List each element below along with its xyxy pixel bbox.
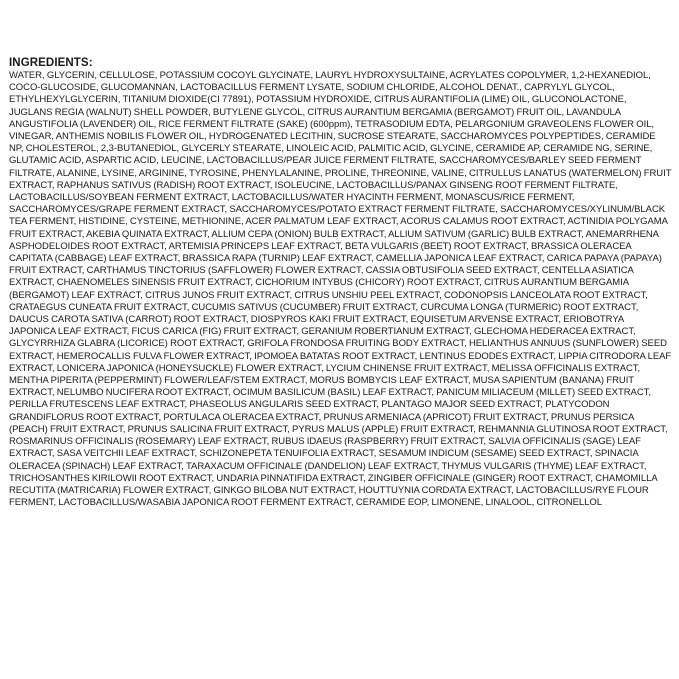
ingredients-panel xyxy=(9,57,672,509)
ingredients-heading: INGREDIENTS: xyxy=(9,57,93,69)
ingredients-list: WATER, GLYCERIN, CELLULOSE, POTASSIUM COCOYL GLYCINATE, LAURYL HYDROXYSULTAINE, ACRYLATES COPOLYMER, 1,2-HEXANEDIOL, COCO-GLUCOSIDE, GLUCOMANNAN, LACTOBACILLUS FERMENT LYSATE, SODIUM CHLORIDE, ALCOHOL DENAT., CAPRYLYL GLYCOL, ETHYLHEXYLGLYCERIN, TITANIUM DIOXIDE(CI 77891), POTASSIUM HYDROXIDE, CITRUS AURANTIFOLIA (LIME) OIL, GLUCONOLACTONE, JUGLANS REGIA (WALNUT) SHELL POWDER, BUTYLENE GLYCOL, CITRUS AURANTIUM BERGAMIA (BERGAMOT) FRUIT OIL, LAVANDULA ANGUSTIFOLIA (LAVENDER) OIL, RICE FERMENT FILTRATE (SAKE) (600ppm), TETRASODIUM EDTA, PELARGONIUM GRAVEOLENS FLOWER OIL, VINEGAR, ANTHEMIS NOBILIS FLOWER OIL, HYDROGENATED LECITHIN, SUCROSE STEARATE, SACCHAROMYCES POLYPEPTIDES, CERAMIDE NP, CHOLESTEROL, 2,3-BUTANEDIOL, GLYCERLY STEARATE, LINOLEIC ACID, PALMITIC ACID, GLYCINE, CERAMIDE AP, CERAMIDE NG, SERINE, GLUTAMIC ACID, ASPARTIC ACID, LEUCINE, LACTOBACILLUS/PEAR JUICE FERMENT FILTRATE, SACCHAROMYCES/BARLEY SEED FERMENT FILTRATE, ALANINE, LYSINE, ARGININE, TYROSINE, PHENYLALANINE, PROLINE, THREONINE, VALINE, CITRULLUS LANATUS (WATERMELON) FRUIT EXTRACT, RAPHANUS SATIVUS (RADISH) ROOT EXTRACT, ISOLEUCINE, LACTOBACILLUS/PANAX GINSENG ROOT FERMENT FILTRATE, LACTOBACILLUS/SOYBEAN FERMENT EXTRACT, LACTOBACILLUS/WATER HYACINTH FERMENT, MONASCUS/RICE FERMENT, SACCHAROMYCES/GRAPE FERMENT EXTRACT, SACCHAROMYCES/POTATO EXTRACT FERMENT FILTRATE, SACCHAROMYCES/XYLINUM/BLACK TEA FERMENT, HISTIDINE, CYSTEINE, METHIONINE, ACER PALMATUM LEAF EXTRACT, ACORUS CALAMUS ROOT EXTRACT, ACTINIDIA POLYGAMA FRUIT EXTRACT, AKEBIA QUINATA EXTRACT, ALLIUM CEPA (ONION) BULB EXTRACT, ALLIUM SATIVUM (GARLIC) BULB EXTRACT, ANEMARRHENA ASPHODELOIDES ROOT EXTRACT, ARTEMISIA PRINCEPS LEAF EXTRACT, BETA VULGARIS (BEET) ROOT EXTRACT, BRASSICA OLERACEA CAPITATA (CABBAGE) LEAF EXTRACT, BRASSICA RAPA (TURNIP) LEAF EXTRACT, CAMELLIA JAPONICA LEAF EXTRACT, CARICA PAPAYA (PAPAYA) FRUIT EXTRACT, CARTHAMUS TINCTORIUS (SAFFLOWER) FLOWER EXTRACT, CASSIA OBTUSIFOLIA SEED EXTRACT, CENTELLA ASIATICA EXTRACT, CHAENOMELES SINENSIS FRUIT EXTRACT, CICHORIUM INTYBUS (CHICORY) ROOT EXTRACT, CITRUS AURANTIUM BERGAMIA (BERGAMOT) LEAF EXTRACT, CITRUS JUNOS FRUIT EXTRACT, CITRUS UNSHIU PEEL EXTRACT, CODONOPSIS LANCEOLATA ROOT EXTRACT, CRATAEGUS CUNEATA FRUIT EXTRACT, CUCUMIS SATIVUS (CUCUMBER) FRUIT EXTRACT, CURCUMA LONGA (TURMERIC) ROOT EXTRACT, DAUCUS CAROTA SATIVA (CARROT) ROOT EXTRACT, DIOSPYROS KAKI FRUIT EXTRACT, EQUISETUM ARVENSE EXTRACT, ERIOBOTRYA JAPONICA LEAF EXTRACT, FICUS CARICA (FIG) FRUIT EXTRACT, GERANIUM ROBERTIANUM EXTRACT, GLECHOMA HEDERACEA EXTRACT, GLYCYRRHIZA GLABRA (LICORICE) ROOT EXTRACT, GRIFOLA FRONDOSA FRUITING BODY EXTRACT, HELIANTHUS ANNUUS (SUNFLOWER) SEED EXTRACT, HEMEROCALLIS FULVA FLOWER EXTRACT, IPOMOEA BATATAS ROOT EXTRACT, LENTINUS EDODES EXTRACT, LIPPIA CITRODORA LEAF EXTRACT, LONICERA JAPONICA (HONEYSUCKLE) FLOWER EXTRACT, LYCIUM CHINENSE FRUIT EXTRACT, MELISSA OFFICINALIS EXTRACT, MENTHA PIPERITA (PEPPERMINT) FLOWER/LEAF/STEM EXTRACT, MORUS BOMBYCIS LEAF EXTRACT, MUSA SAPIENTUM (BANANA) FRUIT EXTRACT, NELUMBO NUCIFERA ROOT EXTRACT, OCIMUM BASILICUM (BASIL) LEAF EXTRACT, PANICUM MILIACEUM (MILLET) SEED EXTRACT, PERILLA FRUTESCENS LEAF EXTRACT, PHASEOLUS ANGULARIS SEED EXTRACT, PLANTAGO MAJOR SEED EXTRACT, PLATYCODON GRANDIFLORUS ROOT EXTRACT, PORTULACA OLERACEA EXTRACT, PRUNUS ARMENIACA (APRICOT) FRUIT EXTRACT, PRUNUS PERSICA (PEACH) FRUIT EXTRACT, PRUNUS SALICINA FRUIT EXTRACT, PYRUS MALUS (APPLE) FRUIT EXTRACT, REHMANNIA GLUTINOSA ROOT EXTRACT, ROSMARINUS OFFICINALIS (ROSEMARY) LEAF EXTRACT, RUBUS IDAEUS (RASPBERRY) FRUIT EXTRACT, SALVIA OFFICINALIS (SAGE) LEAF EXTRACT, SASA VEITCHII LEAF EXTRACT, SCHIZONEPETA TENUIFOLIA EXTRACT, SESAMUM INDICUM (SESAME) SEED EXTRACT, SPINACIA OLERACEA (SPINACH) LEAF EXTRACT, TARAXACUM OFFICINALE (DANDELION) LEAF EXTRACT, THYMUS VULGARIS (THYME) LEAF EXTRACT, TRICHOSANTHES KIRILOWII ROOT EXTRACT, UNDARIA PINNATIFIDA EXTRACT, ZINGIBER OFFICINALE (GINGER) ROOT EXTRACT, CHAMOMILLA RECUTITA (MATRICARIA) FLOWER EXTRACT, GINKGO BILOBA NUT EXTRACT, HOUTTUYNIA CORDATA EXTRACT, LACTOBACILLUS/RYE FLOUR FERMENT, LACTOBACILLUS/WASABIA JAPONICA ROOT FERMENT EXTRACT, CERAMIDE EOP, LIMONENE, LINALOOL, CITRONELLOL xyxy=(9,70,672,509)
